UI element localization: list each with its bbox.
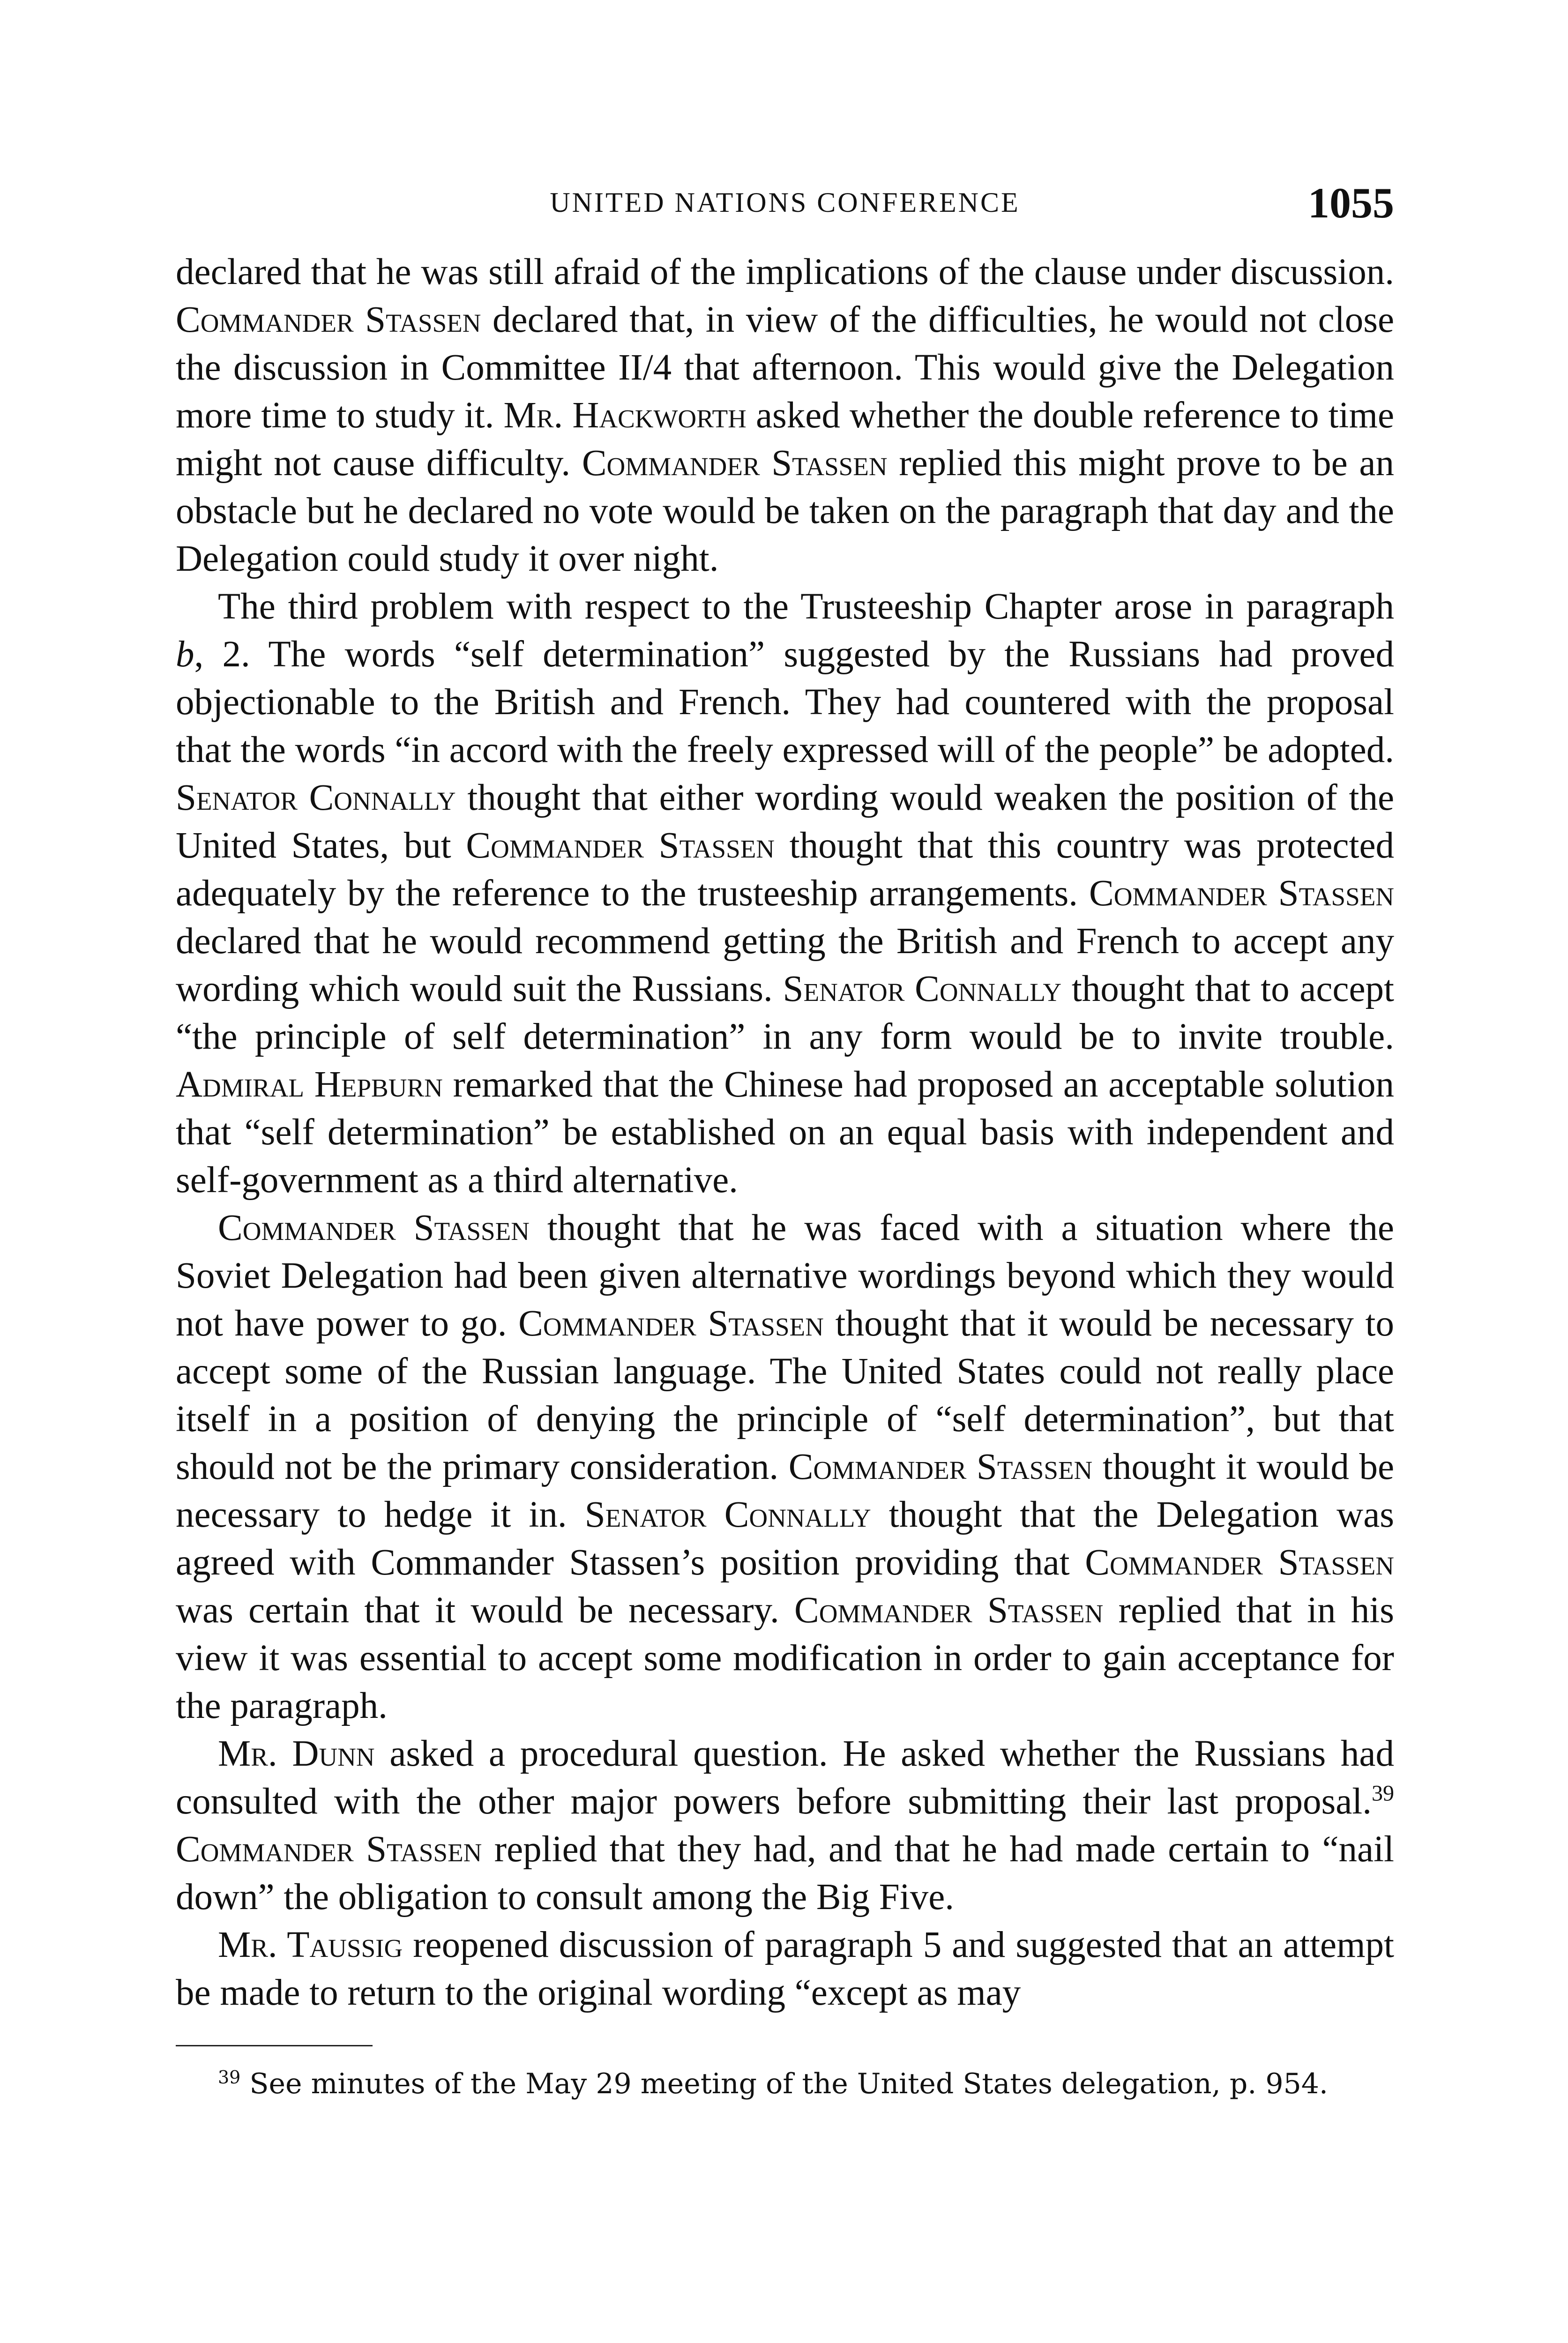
document-page xyxy=(176,178,1394,2103)
text-segment: declared that, in view of the difficulties, he would not close the discussion in Committee II/4 that afternoon. This would give the Delegation more time to study it. xyxy=(176,299,1395,436)
text-segment: replied that they had, and that he had made certain to “nail down” the obligation to consult among the Big Five. xyxy=(176,1829,1394,1918)
speaker-name: Commander Stassen xyxy=(466,825,775,866)
speaker-name: Commander Stassen xyxy=(1089,873,1395,914)
running-head xyxy=(176,178,1394,230)
text-segment: declared that he was still afraid of the implications of the clause under discussion. xyxy=(176,252,1394,292)
paragraph xyxy=(176,583,1394,1204)
text-segment: reopened discussion of paragraph 5 and suggested that an attempt be made to return to the original wording “except as may xyxy=(176,1925,1394,2013)
paragraph xyxy=(176,1921,1394,2017)
text-segment: thought that either wording would weaken the position of the United States, but xyxy=(176,777,1395,866)
footnote-divider xyxy=(176,2045,373,2046)
text-segment: thought that the Delegation was agreed with Commander Stassen’s position providing that xyxy=(176,1494,1394,1583)
speaker-name: Commander Stassen xyxy=(218,1208,530,1248)
speaker-name: Mr. Dunn xyxy=(218,1733,375,1774)
text-segment: thought that to accept “the principle of self determination” in any form would be to invite trouble. xyxy=(176,969,1394,1057)
text-segment: asked whether the double reference to time might not cause difficulty. xyxy=(176,395,1395,484)
text-segment: replied that in his view it was essential to accept some modification in order to gain acceptance for the paragraph. xyxy=(176,1590,1394,1726)
text-segment: declared that he would recommend getting the British and French to accept any wording which would suit the Russians. xyxy=(176,921,1394,1009)
footnote-text: See minutes of the May 29 meeting of the United States delegation, p. 954. xyxy=(240,2067,1328,2100)
text-segment: thought that it would be necessary to accept some of the Russian language. The United States could not really place itself in a position of denying the principle of “self determination”, but that should not be the primary consideration. xyxy=(176,1303,1394,1487)
speaker-name: Commander Stassen xyxy=(518,1303,824,1344)
footnote-marker: 39 xyxy=(218,2067,241,2088)
text-segment: , 2. The words “self determination” suggested by the Russians had proved objectionable to the British and French. They had countered with the proposal that the words “in accord with the freely expressed will of the people” be adopted. xyxy=(176,634,1394,770)
speaker-name: Senator Connally xyxy=(176,777,456,818)
speaker-name: Admiral Hepburn xyxy=(176,1064,443,1105)
speaker-name: Senator Connally xyxy=(783,969,1062,1009)
paragraph xyxy=(176,248,1394,583)
text-segment: thought that he was faced with a situation where the Soviet Delegation had been given alternative wordings beyond which they would not have power to go. xyxy=(176,1208,1394,1344)
text-segment: remarked that the Chinese had proposed an acceptable solution that “self determination” be established on an equal basis with independent and self-government as a third alternative. xyxy=(176,1064,1394,1201)
speaker-name: Commander Stassen xyxy=(582,443,888,484)
speaker-name: Commander Stassen xyxy=(788,1447,1093,1487)
paragraph xyxy=(176,1730,1394,1921)
paragraph xyxy=(176,1204,1394,1730)
footnote xyxy=(176,2065,1394,2103)
body-text xyxy=(176,248,1394,2017)
text-segment: was certain that it would be necessary. xyxy=(176,1590,795,1631)
footnote-reference: 39 xyxy=(1372,1781,1394,1806)
text-segment: thought that this country was protected adequately by the reference to the trusteeship arrangements. xyxy=(176,825,1395,914)
text-segment: thought it would be necessary to hedge it in. xyxy=(176,1447,1395,1535)
speaker-name: Commander Stassen xyxy=(176,299,481,340)
text-segment: The third problem with respect to the Trusteeship Chapter arose in paragraph xyxy=(218,586,1394,627)
speaker-name: Senator Connally xyxy=(584,1494,871,1535)
page-number: 1055 xyxy=(1308,179,1394,227)
speaker-name: Commander Stassen xyxy=(176,1829,482,1870)
speaker-name: Mr. Taussig xyxy=(218,1925,403,1965)
text-segment: replied this might prove to be an obstacle but he declared no vote would be taken on the paragraph that day and the Delegation could study it over night. xyxy=(176,443,1394,579)
speaker-name: Mr. Hackworth xyxy=(503,395,747,436)
text-segment: asked a procedural question. He asked whether the Russians had consulted with the other major powers before submitting their last proposal. xyxy=(176,1733,1394,1822)
running-title: UNITED NATIONS CONFERENCE xyxy=(550,187,1020,218)
speaker-name: Commander Stassen xyxy=(1085,1542,1394,1583)
italic-text: b xyxy=(176,634,194,675)
speaker-name: Commander Stassen xyxy=(794,1590,1104,1631)
